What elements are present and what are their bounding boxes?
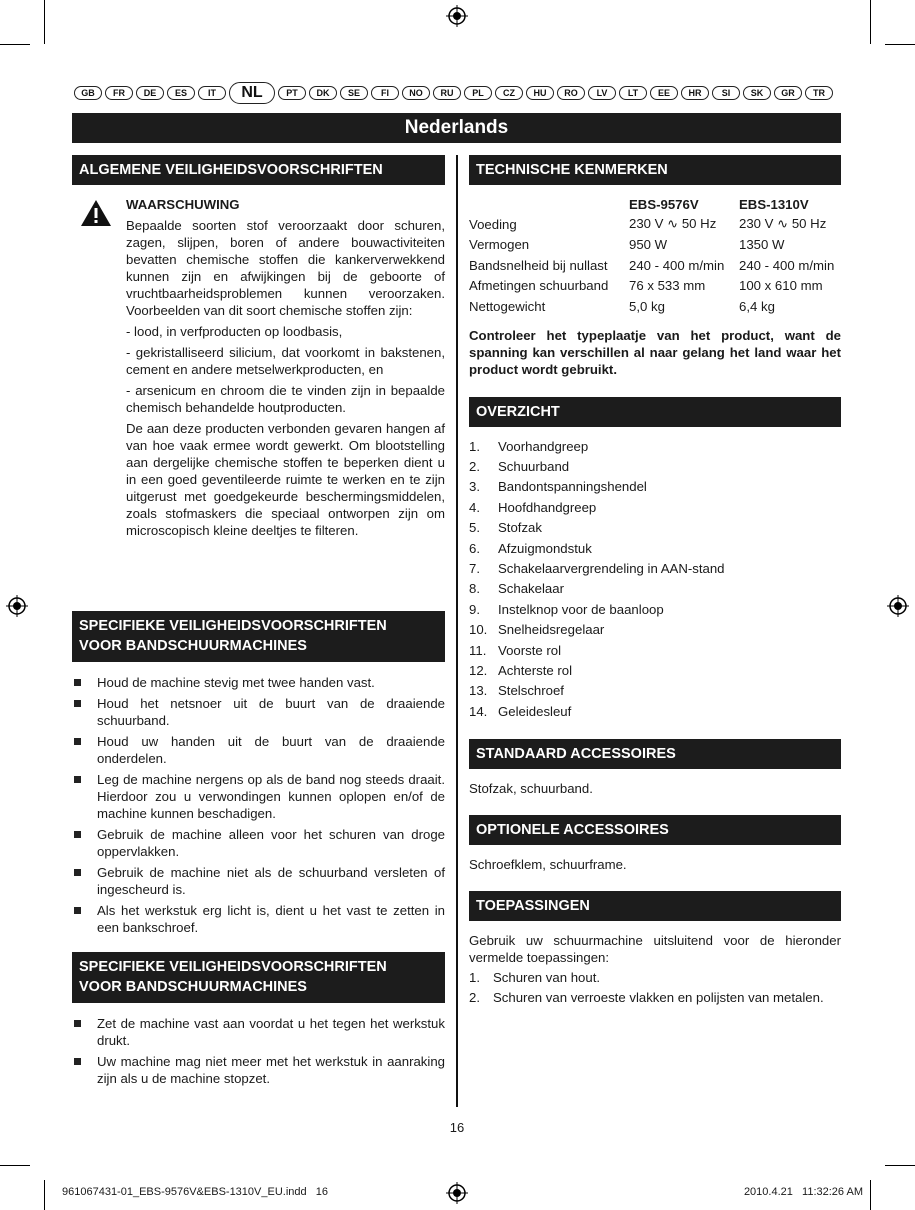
language-chip-pt: PT: [278, 86, 306, 100]
list-item-text: Houd het netsnoer uit de buurt van de draaiende schuurband.: [97, 696, 445, 728]
warning-title: WAARSCHUWING: [126, 197, 240, 212]
table-cell: 240 - 400 m/min: [739, 257, 835, 273]
crop-mark: [0, 44, 30, 45]
table-row: [469, 296, 842, 317]
table-cell: 240 - 400 m/min: [629, 257, 725, 273]
warning-block: [126, 196, 445, 543]
bullet-square-icon: [74, 907, 81, 914]
language-chip-fi: FI: [371, 86, 399, 100]
footer-timestamp: 2010.4.21 11:32:26 AM: [743, 1186, 863, 1198]
section-title-overview: OVERZICHT: [469, 397, 841, 427]
list-item: [72, 695, 445, 729]
list-item: [72, 733, 445, 767]
column-divider: [456, 155, 458, 1107]
list-item: [469, 518, 841, 538]
list-item-number: 10.: [469, 622, 488, 638]
list-item-number: 14.: [469, 703, 488, 719]
crop-mark: [0, 1165, 30, 1166]
language-chip-no: NO: [402, 86, 430, 100]
list-item-text: Als het werkstuk erg licht is, dient u het vast te zetten in een bankschroef.: [97, 903, 445, 935]
crop-mark: [885, 44, 915, 45]
language-chip-nl: NL: [229, 82, 275, 104]
list-item-number: 2.: [469, 459, 480, 475]
language-chip-it: IT: [198, 86, 226, 100]
warning-triangle-icon: [80, 199, 112, 227]
page-number: 16: [449, 1120, 465, 1135]
list-item: [72, 674, 445, 691]
registration-mark-icon: [887, 595, 909, 617]
language-chip-de: DE: [136, 86, 164, 100]
standard-accessories-text: Stofzak, schuurband.: [469, 781, 593, 796]
list-item-text: Schakelaarvergrendeling in AAN-stand: [498, 561, 725, 577]
list-item-text: Stofzak: [498, 520, 542, 536]
bullet-square-icon: [74, 700, 81, 707]
section-title-line: VOOR BANDSCHUURMACHINES: [79, 979, 307, 995]
list-item-text: Hoofdhandgreep: [498, 499, 597, 515]
section-title-specific-safety-2: [72, 952, 445, 1003]
language-chip-hr: HR: [681, 86, 709, 100]
list-item: [469, 681, 841, 701]
list-item-text: Zet de machine vast aan voordat u het tegen het werkstuk drukt.: [97, 1016, 445, 1048]
list-item: [469, 538, 841, 558]
table-cell: 6,4 kg: [739, 298, 775, 314]
language-chip-ro: RO: [557, 86, 585, 100]
list-item: [72, 771, 445, 822]
table-cell: 230 V ∿ 50 Hz: [739, 216, 827, 232]
warning-intro: Bepaalde soorten stof veroorzaakt door schuren, zagen, slijpen, boren of andere bouwactiviteiten bevatten chemische stoffen die kankerverwekkend kunnen zijn en afwijkingen bij de geboorte of vruchtbaarheidsproblemen kunnen veroorzaken. Voorbeelden van dit soort chemische stoffen zijn:: [126, 218, 445, 318]
language-chip-lt: LT: [619, 86, 647, 100]
list-item-text: Houd uw handen uit de buurt van de draaiende onderdelen.: [97, 734, 445, 766]
specific-safety-list-2: [72, 1015, 445, 1091]
list-item-text: Instelknop voor de baanloop: [498, 601, 664, 617]
list-item: [72, 1015, 445, 1049]
warning-item: - gekristalliseerd silicium, dat voorkomt in bakstenen, cement en andere metselwerkproducten, en: [126, 345, 445, 377]
crop-mark: [870, 0, 871, 44]
list-item-text: Houd de machine stevig met twee handen vast.: [97, 675, 375, 690]
warning-item: - arsenicum en chroom die te vinden zijn in bepaalde chemisch behandelde houtproducten.: [126, 383, 445, 415]
bullet-square-icon: [74, 869, 81, 876]
bullet-square-icon: [74, 1020, 81, 1027]
list-item-text: Bandontspanningshendel: [498, 479, 647, 495]
list-item: [469, 497, 841, 517]
crop-mark: [44, 0, 45, 44]
list-item-text: Snelheidsregelaar: [498, 622, 605, 638]
table-cell: Afmetingen schuurband: [469, 278, 609, 294]
list-item-number: 1.: [469, 438, 480, 454]
list-item: [469, 989, 841, 1006]
list-item-number: 4.: [469, 499, 480, 515]
list-item-number: 13.: [469, 683, 488, 699]
list-item-text: Voorste rol: [498, 642, 562, 658]
table-cell: 5,0 kg: [629, 298, 665, 314]
list-item: [469, 701, 841, 721]
list-item: [72, 1053, 445, 1087]
list-item-text: Schuurband: [498, 459, 570, 475]
language-chip-sk: SK: [743, 86, 771, 100]
section-title-general-safety: ALGEMENE VEILIGHEIDSVOORSCHRIFTEN: [72, 155, 445, 185]
crop-mark: [870, 1180, 871, 1210]
list-item-text: Schakelaar: [498, 581, 564, 597]
list-item-text: Schuren van verroeste vlakken en polijsten van metalen.: [493, 990, 824, 1005]
optional-accessories-text: Schroefklem, schuurframe.: [469, 857, 627, 872]
list-item: [72, 902, 445, 936]
table-cell: Voeding: [469, 216, 517, 232]
table-row: [469, 255, 842, 276]
list-item: [469, 579, 841, 599]
list-item-text: Afzuigmondstuk: [498, 540, 592, 556]
language-chip-dk: DK: [309, 86, 337, 100]
table-cell: Vermogen: [469, 237, 530, 253]
specific-safety-list: [72, 674, 445, 940]
list-item-number: 1.: [469, 970, 480, 985]
section-title-optional-accessories: OPTIONELE ACCESSOIRES: [469, 815, 841, 845]
list-item-text: Schuren van hout.: [493, 970, 601, 985]
list-item: [469, 640, 841, 660]
list-item-number: 12.: [469, 662, 488, 678]
language-chip-gr: GR: [774, 86, 802, 100]
section-title-applications: TOEPASSINGEN: [469, 891, 841, 921]
list-item: [469, 436, 841, 456]
language-chip-pl: PL: [464, 86, 492, 100]
language-chip-cz: CZ: [495, 86, 523, 100]
list-item: [469, 477, 841, 497]
tech-note: Controleer het typeplaatje van het product, want de spanning kan verschillen al naar gelang het land waar het product wordt gebruikt.: [469, 328, 841, 377]
table-cell: 100 x 610 mm: [739, 278, 823, 294]
section-title-specific-safety: [72, 611, 445, 662]
registration-mark-icon: [446, 5, 468, 27]
language-chip-se: SE: [340, 86, 368, 100]
language-chip-hu: HU: [526, 86, 554, 100]
table-cell: 76 x 533 mm: [629, 278, 706, 294]
table-row: [469, 235, 842, 256]
list-item: [469, 660, 841, 680]
language-chip-ru: RU: [433, 86, 461, 100]
list-item-number: 8.: [469, 581, 480, 597]
model-header: EBS-1310V: [739, 196, 809, 212]
list-item-text: Achterste rol: [498, 662, 573, 678]
list-item-text: Stelschroef: [498, 683, 564, 699]
list-item: [72, 826, 445, 860]
list-item-text: Leg de machine nergens op als de band nog steeds draait. Hierdoor zou u verwondingen kunnen oplopen en/of de machine kunnen beschadigen.: [97, 772, 445, 821]
list-item-text: Gebruik de machine alleen voor het schuren van droge oppervlakken.: [97, 827, 445, 859]
table-row: [469, 214, 842, 235]
table-cell: 1350 W: [739, 237, 785, 253]
footer-file-name: 961067431-01_EBS-9576V&EBS-1310V_EU.indd 16: [62, 1186, 329, 1198]
section-title-technical: TECHNISCHE KENMERKEN: [469, 155, 841, 185]
list-item: [72, 864, 445, 898]
language-chip-si: SI: [712, 86, 740, 100]
table-cell: Bandsnelheid bij nullast: [469, 257, 608, 273]
list-item-text: Geleidesleuf: [498, 703, 572, 719]
list-item-text: Voorhandgreep: [498, 438, 589, 454]
language-chip-gb: GB: [74, 86, 102, 100]
crop-mark: [44, 1180, 45, 1210]
list-item: [469, 620, 841, 640]
table-cell: 230 V ∿ 50 Hz: [629, 216, 717, 232]
list-item-number: 7.: [469, 561, 480, 577]
list-item: [469, 558, 841, 578]
language-chip-tr: TR: [805, 86, 833, 100]
list-item-text: Gebruik de machine niet als de schuurband versleten of ingescheurd is.: [97, 865, 445, 897]
model-header: EBS-9576V: [629, 196, 699, 212]
language-chip-fr: FR: [105, 86, 133, 100]
section-title-line: SPECIFIEKE VEILIGHEIDSVOORSCHRIFTEN: [79, 618, 387, 634]
section-title-line: VOOR BANDSCHUURMACHINES: [79, 638, 307, 654]
list-item-number: 5.: [469, 520, 480, 536]
language-chip-ee: EE: [650, 86, 678, 100]
crop-mark: [885, 1165, 915, 1166]
list-item: [469, 599, 841, 619]
bullet-square-icon: [74, 776, 81, 783]
table-cell: Nettogewicht: [469, 298, 546, 314]
list-item: [469, 456, 841, 476]
bullet-square-icon: [74, 738, 81, 745]
language-chip-lv: LV: [588, 86, 616, 100]
language-chip-es: ES: [167, 86, 195, 100]
list-item-text: Uw machine mag niet meer met het werkstuk in aanraking zijn als u de machine stopzet.: [97, 1054, 445, 1086]
table-row: [469, 276, 842, 297]
list-item-number: 11.: [469, 642, 487, 658]
bullet-square-icon: [74, 679, 81, 686]
applications-intro: Gebruik uw schuurmachine uitsluitend voor de hieronder vermelde toepassingen:: [469, 933, 841, 965]
section-title-standard-accessories: STANDAARD ACCESSOIRES: [469, 739, 841, 769]
list-item-number: 3.: [469, 479, 480, 495]
registration-mark-icon: [446, 1182, 468, 1204]
table-cell: 950 W: [629, 237, 668, 253]
bullet-square-icon: [74, 831, 81, 838]
list-item-number: 2.: [469, 990, 480, 1005]
language-selector: [74, 81, 844, 105]
overview-list: [469, 436, 841, 721]
bullet-square-icon: [74, 1058, 81, 1065]
section-title-line: SPECIFIEKE VEILIGHEIDSVOORSCHRIFTEN: [79, 959, 387, 975]
list-item: [469, 969, 841, 986]
warning-outro: De aan deze producten verbonden gevaren hangen af van hoe vaak ermee wordt gewerkt. Om blootstelling aan dergelijke chemische stoffen te beperken dient u in een goed geventileerde ruimte te werken en te zijn uitgerust met goedgekeurde beschermingsmiddelen, zoals stofmaskers die speciaal ontworpen zijn om microscopisch kleine deeltjes te filteren.: [126, 421, 445, 538]
list-item-number: 9.: [469, 601, 480, 617]
registration-mark-icon: [6, 595, 28, 617]
list-item-number: 6.: [469, 540, 480, 556]
page-title: Nederlands: [72, 113, 841, 143]
warning-item: - lood, in verfproducten op loodbasis,: [126, 324, 343, 339]
spec-table: [469, 194, 842, 317]
applications-list: [469, 969, 841, 1009]
